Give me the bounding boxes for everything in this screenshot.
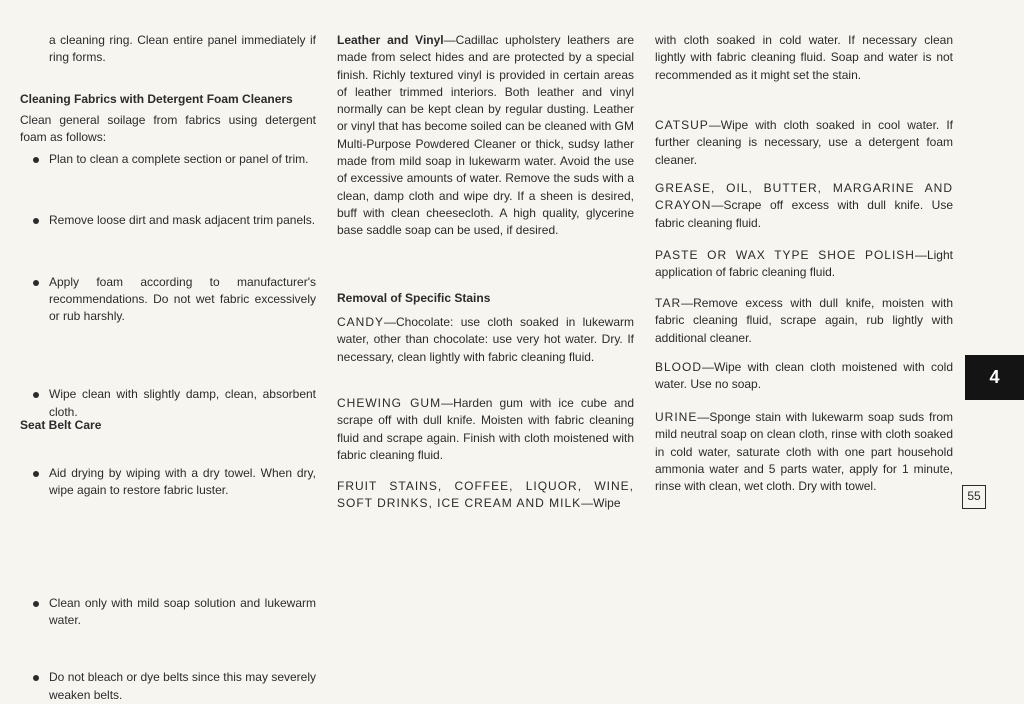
bullet-icon [33, 601, 39, 607]
stain-text: —Sponge stain with lukewarm soap suds from mild neutral soap on clean cloth, rinse with cloth soaked in cold water, saturate cloth with one part household ammonia water and 5 parts water, apply for 1 minute, rinse with clean, wet cloth. Dry with towel. [655, 410, 953, 494]
bullet-icon [33, 280, 39, 286]
stain-text: —Wipe with cloth soaked in cool water. If further cleaning is necessary, use a detergent foam cleaner. [655, 118, 953, 167]
leather-vinyl-paragraph [337, 32, 634, 240]
stain-label: GREASE, OIL, BUTTER, MARGARINE AND CRAYON [655, 181, 953, 213]
bullet-icon [33, 218, 39, 224]
foam-heading: Cleaning Fabrics with Detergent Foam Cleaners [20, 92, 293, 106]
stain-text: —Remove excess with dull knife, moisten with fabric cleaning fluid, scrape again, rub lightly with additional cleaner. [655, 296, 953, 345]
stains-heading: Removal of Specific Stains [337, 291, 491, 305]
bullet-text: Aid drying by wiping with a dry towel. When dry, wipe again to restore fabric luster. [49, 466, 316, 498]
intro-paragraph: a cleaning ring. Clean entire panel immediately if ring forms. [49, 33, 316, 65]
bullet-text: Apply foam according to manufacturer's recommendations. Do not wet fabric excessively or rub harshly. [49, 274, 316, 324]
stain-text: —Chocolate: use cloth soaked in lukewarm water, other than chocolate: use very hot water. Dry. If necessary, clean lightly with fabric cleaning fluid. [337, 315, 634, 364]
section-tab: 4 [965, 355, 1024, 400]
bullet-icon [33, 392, 39, 398]
stain-entry [655, 117, 953, 169]
bullet-text: Plan to clean a complete section or panel of trim. [49, 152, 309, 166]
stain-entry [337, 395, 634, 464]
stain-text: —Scrape off excess with dull knife. Use fabric cleaning fluid. [655, 198, 953, 230]
foam-bullet [49, 386, 316, 421]
continuation-paragraph: with cloth soaked in cold water. If necessary clean lightly with fabric cleaning fluid. Soap and water is not recommended as it might set the stain. [655, 33, 953, 82]
stain-label: TAR [655, 296, 682, 310]
page-number: 55 [962, 485, 986, 509]
stain-text: —Wipe [581, 496, 621, 511]
foam-bullet [49, 465, 316, 500]
stain-label: CHEWING GUM [337, 396, 442, 410]
bullet-text: Do not bleach or dye belts since this may severely weaken belts. [49, 670, 316, 702]
stain-entry [337, 478, 634, 513]
stain-entry [655, 295, 953, 347]
stain-entry [655, 359, 953, 394]
stain-text: —Light application of fabric cleaning fluid. [655, 248, 953, 280]
stain-text: —Wipe with clean cloth moistened with cold water. Use no soap. [655, 360, 953, 392]
bullet-text: Wipe clean with slightly damp, clean, absorbent cloth. [49, 387, 316, 419]
stain-entry [337, 314, 634, 366]
bullet-text: Clean only with mild soap solution and lukewarm water. [49, 595, 316, 627]
stain-entry [655, 247, 953, 282]
stain-label: CATSUP [655, 118, 709, 132]
bullet-text: Remove loose dirt and mask adjacent trim panels. [49, 213, 316, 228]
stain-label: CANDY [337, 315, 385, 329]
stain-label: BLOOD [655, 360, 703, 374]
stain-text: —Harden gum with ice cube and scrape off with dull knife. Moisten with fabric cleaning fluid and scrape again. Finish with cloth moistened with fabric cleaning fluid. [337, 396, 635, 462]
foam-bullet [49, 151, 316, 168]
belt-bullet [49, 669, 316, 704]
bullet-icon [33, 675, 39, 681]
belt-bullet [49, 595, 316, 630]
leather-vinyl-label: Leather and Vinyl [337, 33, 444, 47]
leather-vinyl-text: —Cadillac upholstery leathers are made from select hides and are protected by a special finish. Richly textured vinyl is provided in certain areas of leather trimmed interiors. Both leather and vinyl normally can be kept clean by regular dusting. Leather or vinyl that has become soiled can be cleaned with GM Multi-Purpose Powdered Cleaner or thick, sudsy lather made from mild soap in lukewarm water. Avoid the use of excessive amounts of water. Remove the suds with a clean, damp cloth and wipe dry. If a sheen is desired, buff with clean cheesecloth. A high quality, glycerine base saddle soap can be used, if desired. [337, 33, 635, 238]
stain-label: FRUIT STAINS, COFFEE, LIQUOR, WINE, SOFT DRINKS, ICE CREAM AND MILK [337, 479, 634, 511]
stain-label: URINE [655, 410, 698, 424]
belt-heading: Seat Belt Care [20, 418, 102, 432]
foam-bullet [49, 212, 316, 229]
stain-label: PASTE OR WAX TYPE SHOE POLISH [655, 248, 915, 262]
stain-entry [655, 180, 953, 232]
foam-bullet [49, 274, 316, 326]
bullet-icon [33, 471, 39, 477]
stain-entry [655, 409, 953, 495]
foam-intro: Clean general soilage from fabrics using detergent foam as follows: [20, 113, 316, 145]
bullet-icon [33, 157, 39, 163]
